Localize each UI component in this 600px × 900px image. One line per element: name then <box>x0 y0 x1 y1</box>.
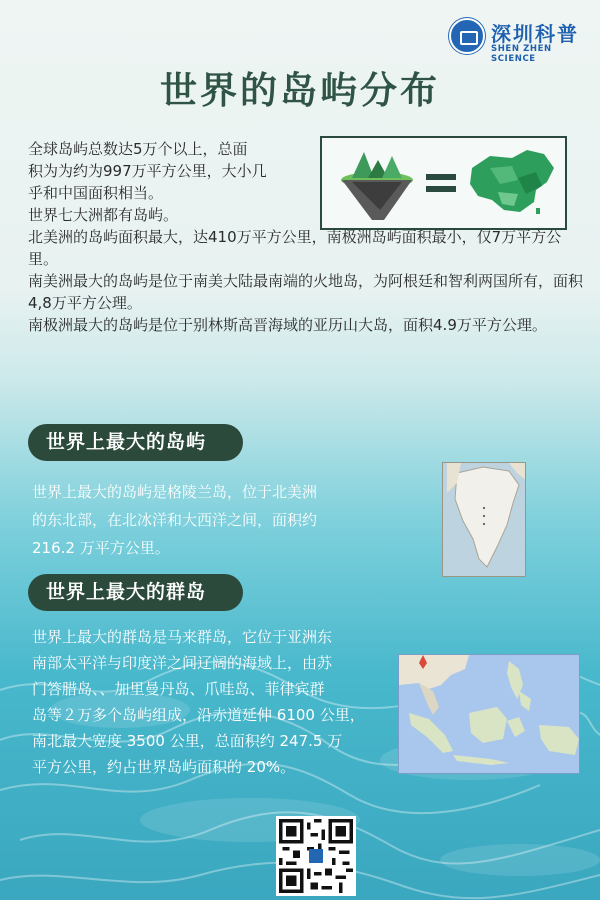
intro-paragraph: 南美洲最大的岛屿是位于南美大陆最南端的火地岛，为阿根廷和智利两国所有，面积4,8万平方公理。 <box>28 272 584 312</box>
text-line: 世界上最大的岛屿是格陵兰岛，位于北美洲 <box>32 483 318 501</box>
intro-line: 积为为约为997万平方公里，大小几 <box>28 162 267 180</box>
greenland-map <box>442 462 526 577</box>
page-title: 世界的岛屿分布 <box>160 69 440 112</box>
text-line: 平方公里，约占世界岛屿面积的 20%。 <box>32 758 296 776</box>
intro-paragraphs <box>28 226 583 336</box>
island-china-comparison <box>320 136 567 230</box>
largest-archipelago-text <box>32 624 392 780</box>
text-line: 南北最大宽度 3500 公里，总面积约 247.5 万 <box>32 732 343 750</box>
floating-island-icon <box>341 152 413 220</box>
text-line: 世界上最大的群岛是马来群岛，它位于亚洲东 <box>32 628 333 646</box>
intro-line: 乎和中国面积相当。 <box>28 184 164 202</box>
section-heading-largest-island: 世界上最大的岛屿 <box>28 424 243 461</box>
text-line: 南部太平洋与印度洋之间辽阔的海域上，由苏 <box>32 654 333 672</box>
text-line: 216.2 万平方公里。 <box>32 539 170 557</box>
text-line: 岛等２万多个岛屿组成，沿赤道延伸 6100 公里， <box>32 706 365 724</box>
logo-title: 深圳科普 <box>491 22 579 46</box>
intro-line: 全球岛屿总数达5万个以上，总面 <box>28 140 248 158</box>
qr-code[interactable] <box>276 816 356 896</box>
intro-paragraph: 南极洲最大的岛屿是位于别林斯高晋海域的亚历山大岛，面积4.9万平方公理。 <box>28 316 547 334</box>
logo-seal-icon <box>449 18 485 54</box>
intro-left-text <box>28 138 308 226</box>
malay-archipelago-map <box>398 654 580 774</box>
section-heading-largest-archipelago: 世界上最大的群岛 <box>28 574 243 611</box>
logo <box>447 10 595 64</box>
logo-subtitle: SHEN ZHEN SCIENCE <box>491 44 552 64</box>
equals-icon <box>426 174 456 192</box>
intro-paragraph: 北美洲的岛屿面积最大，达410万平方公里，南极洲岛屿面积最小，仅7万平方公里。 <box>28 228 562 268</box>
text-line: 门答腊岛、、加里曼丹岛、爪哇岛、菲律宾群 <box>32 680 325 698</box>
largest-island-text <box>32 478 387 562</box>
text-line: 的东北部，在北冰洋和大西洋之间，面积约 <box>32 511 318 529</box>
intro-line: 世界七大洲都有岛屿。 <box>28 206 179 224</box>
china-map-icon <box>470 150 554 214</box>
